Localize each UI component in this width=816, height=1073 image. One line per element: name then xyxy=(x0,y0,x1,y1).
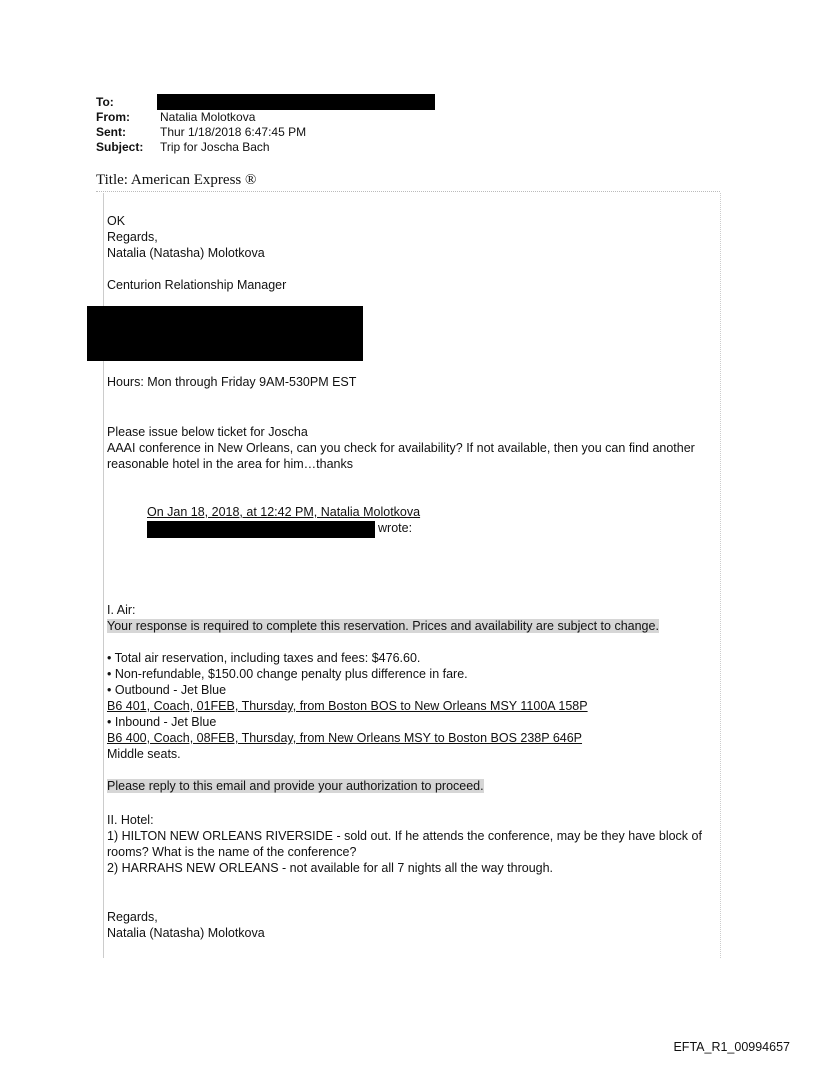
sent-label: Sent: xyxy=(96,125,126,139)
closing-name: Natalia (Natasha) Molotkova xyxy=(107,926,265,940)
document-id: EFTA_R1_00994657 xyxy=(673,1040,790,1054)
air-bullet-outbound: • Outbound - Jet Blue xyxy=(107,683,227,697)
air-bullet-refund: • Non-refundable, $150.00 change penalty plus difference in fare. xyxy=(107,667,468,681)
hotel-item-1: 1) HILTON NEW ORLEANS RIVERSIDE - sold out. If he attends the conference, may be they have block of rooms? What is the name of the conference? xyxy=(107,829,702,859)
from-label: From: xyxy=(96,110,130,124)
air-notice: Your response is required to complete this reservation. Prices and availability are subject to change. xyxy=(107,619,659,633)
air-seats: Middle seats. xyxy=(107,747,181,761)
air-bullet-total: • Total air reservation, including taxes and fees: $476.60. xyxy=(107,651,421,665)
request-line-2: AAAI conference in New Orleans, can you check for availability? If not available, then you can find another reasonable hotel in the area for him…thanks xyxy=(107,441,695,471)
redaction-to-recipient xyxy=(157,94,435,110)
air-heading: I. Air: xyxy=(107,603,136,617)
redaction-quote-email xyxy=(147,521,375,538)
reply-hours: Hours: Mon through Friday 9AM-530PM EST xyxy=(107,375,357,389)
closing-regards: Regards, xyxy=(107,910,158,924)
reply-ok: OK xyxy=(107,214,126,228)
reply-name: Natalia (Natasha) Molotkova xyxy=(107,246,265,260)
quote-line-2: wrote: xyxy=(378,521,413,535)
to-label: To: xyxy=(96,95,114,109)
inbound-flight: B6 400, Coach, 08FEB, Thursday, from New Orleans MSY to Boston BOS 238P 646P xyxy=(107,731,583,745)
quote-line-1: On Jan 18, 2018, at 12:42 PM, Natalia Molotkova xyxy=(147,505,421,519)
subject-label: Subject: xyxy=(96,140,144,154)
sent-value: Thur 1/18/2018 6:47:45 PM xyxy=(160,125,307,139)
subject-value: Trip for Joscha Bach xyxy=(160,140,270,154)
air-bullet-inbound: • Inbound - Jet Blue xyxy=(107,715,217,729)
reply-role: Centurion Relationship Manager xyxy=(107,278,287,292)
request-line-1: Please issue below ticket for Joscha xyxy=(107,425,308,439)
outbound-flight: B6 401, Coach, 01FEB, Thursday, from Boston BOS to New Orleans MSY 1100A 158P xyxy=(107,699,588,713)
air-authorize: Please reply to this email and provide your authorization to proceed. xyxy=(107,779,484,793)
document-title: Title: American Express ® xyxy=(96,172,257,188)
redaction-contact-block xyxy=(87,306,363,361)
hotel-heading: II. Hotel: xyxy=(107,813,154,827)
hotel-item-2: 2) HARRAHS NEW ORLEANS - not available for all 7 nights all the way through. xyxy=(107,861,554,875)
from-value: Natalia Molotkova xyxy=(160,110,256,124)
title-divider xyxy=(96,191,720,192)
reply-regards: Regards, xyxy=(107,230,158,244)
